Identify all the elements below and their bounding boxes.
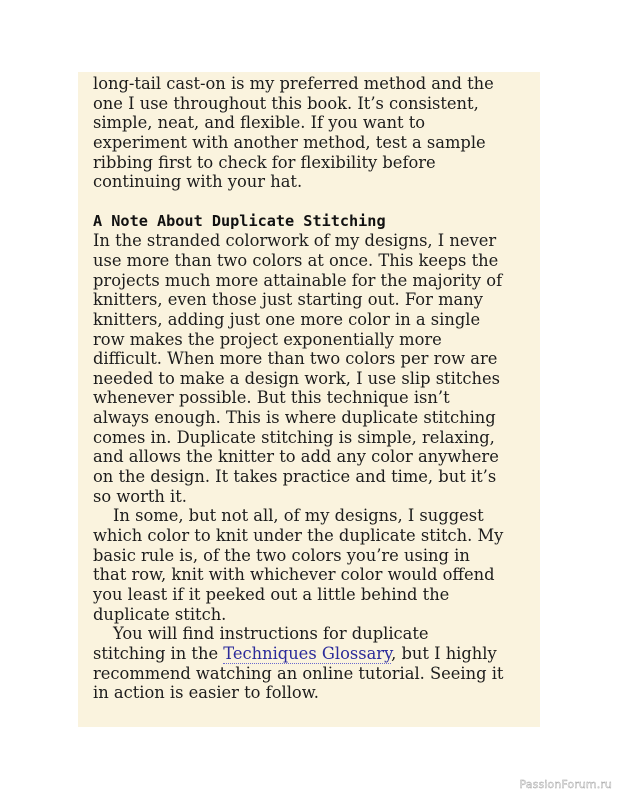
text-line: basic rule is, of the two colors you’re using in bbox=[93, 545, 470, 565]
text-line: on the design. It takes practice and time, but it’s bbox=[93, 467, 497, 487]
techniques-glossary-link[interactable]: Techniques Glossary bbox=[223, 644, 392, 664]
text-line: experiment with another method, test a sample bbox=[93, 132, 486, 152]
text-line-with-link bbox=[93, 644, 540, 664]
text-line: needed to make a design work, I use slip stitches bbox=[93, 368, 500, 388]
text-line: knitters, even those just starting out. For many bbox=[93, 290, 483, 310]
text-line: recommend watching an online tutorial. Seeing it bbox=[93, 663, 504, 683]
text-line: row makes the project exponentially more bbox=[93, 329, 442, 349]
text-line: projects much more attainable for the majority of bbox=[93, 270, 503, 290]
text-line: In the stranded colorwork of my designs, I never bbox=[93, 231, 497, 251]
text-line: duplicate stitch. bbox=[93, 604, 227, 624]
text-line: one I use throughout this book. It’s consistent, bbox=[93, 93, 479, 113]
text-line: simple, neat, and flexible. If you want to bbox=[93, 113, 426, 133]
text-fragment: stitching in the bbox=[93, 644, 224, 664]
watermark: PassionForum.ru bbox=[519, 778, 612, 791]
text-line: you least if it peeked out a little behind the bbox=[93, 585, 450, 605]
text-line: always enough. This is where duplicate stitching bbox=[93, 408, 496, 428]
paragraph-colorwork bbox=[93, 231, 540, 506]
paragraph-instructions bbox=[93, 624, 540, 703]
paragraph-cast-on bbox=[93, 74, 540, 192]
section-heading: A Note About Duplicate Stitching bbox=[93, 211, 386, 230]
text-fragment: , but I highly bbox=[391, 644, 497, 664]
text-line: long-tail cast-on is my preferred method and the bbox=[93, 74, 494, 93]
text-line: You will find instructions for duplicate bbox=[113, 624, 429, 644]
text-line: that row, knit with whichever color would offend bbox=[93, 565, 495, 585]
text-line: continuing with your hat. bbox=[93, 172, 303, 192]
paragraph-color-suggestion bbox=[93, 506, 540, 624]
text-line: use more than two colors at once. This keeps the bbox=[93, 250, 499, 270]
text-line: which color to knit under the duplicate stitch. My bbox=[93, 526, 504, 546]
text-line: difficult. When more than two colors per row are bbox=[93, 349, 498, 369]
paragraph-spacer bbox=[93, 192, 540, 212]
text-line: whenever possible. But this technique isn’t bbox=[93, 388, 450, 408]
text-line: ribbing first to check for flexibility before bbox=[93, 152, 436, 172]
text-line: and allows the knitter to add any color anywhere bbox=[93, 447, 499, 467]
page-content bbox=[78, 72, 540, 727]
text-line: so worth it. bbox=[93, 486, 187, 506]
text-line: in action is easier to follow. bbox=[93, 683, 319, 703]
text-line: In some, but not all, of my designs, I suggest bbox=[113, 506, 484, 526]
text-line: knitters, adding just one more color in a single bbox=[93, 309, 481, 329]
text-line: comes in. Duplicate stitching is simple, relaxing, bbox=[93, 427, 495, 447]
